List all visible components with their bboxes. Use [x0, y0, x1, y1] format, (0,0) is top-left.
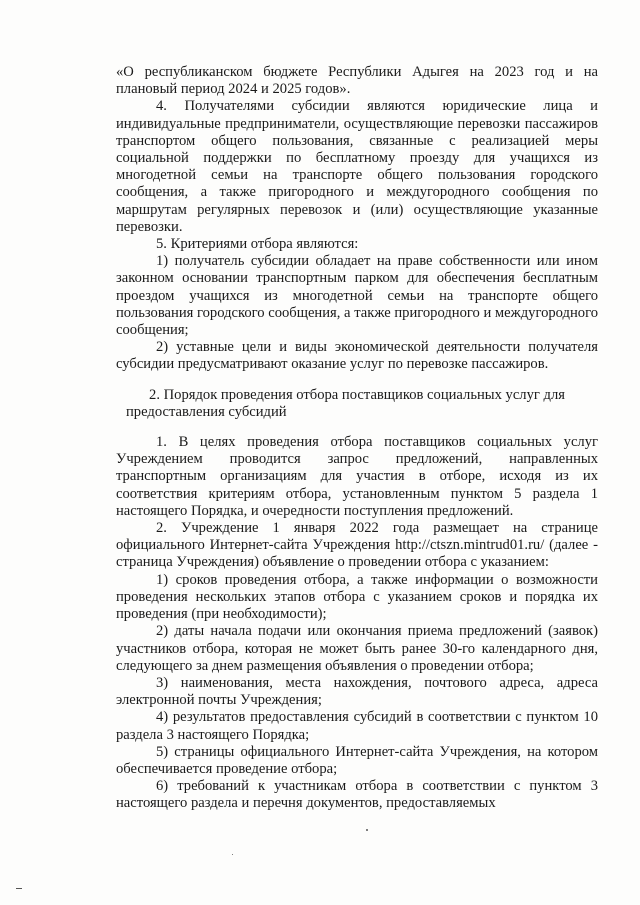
document-body [116, 64, 598, 813]
paragraph-recipients: 4. Получателями субсидии являются юридические лица и индивидуальные предприниматели, осуществляющие перевозки пассажиров транспортом общего пользования, связанные с реализацией меры социальной поддержки по бесплатному проезду для учащихся из многодетной семьи на транспорте общего пользования городского сообщения, а также пригородного и междугородного сообщения по маршрутам регулярных перевозок и (или) осуществляющие указанные перевозки. [116, 98, 598, 235]
paragraph-item-1: 1) сроков проведения отбора, а также информации о возможности проведения нескольких этапов отбора с указанием сроков и порядка их проведения (при необходимости); [116, 571, 598, 623]
paragraph-item-2: 2) даты начала подачи или окончания приема предложений (заявок) участников отбора, которая не может быть ранее 30-го календарного дня, следующего за днем размещения объявления о проведении отбора; [116, 623, 598, 674]
paragraph-item-5: 5) страницы официального Интернет-сайта Учреждения, на котором обеспечивается проведение отбора; [116, 743, 598, 777]
paragraph-item-6: 6) требований к участникам отбора в соответствии с пунктом 3 настоящего раздела и перечня документов, предоставляемых [116, 778, 598, 812]
scan-speck [232, 854, 233, 855]
paragraph-selection-purpose: 1. В целях проведения отбора поставщиков социальных услуг Учреждением проводится запрос предложений, направленных транспортным организациям для участия в отборе, исходя из их соответствия критериям отбора, установленным пунктом 5 раздела 1 настоящего Порядка, и очередности поступления предложений. [116, 434, 598, 519]
paragraph-item-4: 4) результатов предоставления субсидий в соответствии с пунктом 10 раздела 3 настоящего Порядка; [116, 709, 598, 743]
section-heading: 2. Порядок проведения отбора поставщиков социальных услуг для предоставления субсидий [126, 386, 565, 420]
paragraph-criterion-2: 2) уставные цели и виды экономической деятельности получателя субсидии предусматривают оказание услуг по перевозке пассажиров. [116, 339, 598, 373]
scan-speck [366, 829, 368, 831]
paragraph-criterion-1: 1) получатель субсидии обладает на праве собственности или ином законном основании транспортным парком для обеспечения бесплатным проездом учащихся из многодетной семьи на транспорте общего пользования городского сообщения, а также пригородного и междугородного сообщения; [116, 253, 598, 339]
paragraph-criteria-intro: 5. Критериями отбора являются: [156, 236, 359, 253]
paragraph-item-3: 3) наименования, места нахождения, почтового адреса, адреса электронной почты Учреждения; [116, 674, 598, 709]
scan-speck [16, 888, 22, 889]
paragraph-budget-law-title: «О республиканском бюджете Республики Адыгея на 2023 год и на плановый период 2024 и 2025 годов». [116, 64, 598, 98]
paragraph-announcement: 2. Учреждение 1 января 2022 года размещает на странице официального Интернет-сайта Учреждения http://ctszn.mintrud01.ru/ (далее - страница Учреждения) объявление о проведении отбора с указанием: [116, 520, 598, 571]
